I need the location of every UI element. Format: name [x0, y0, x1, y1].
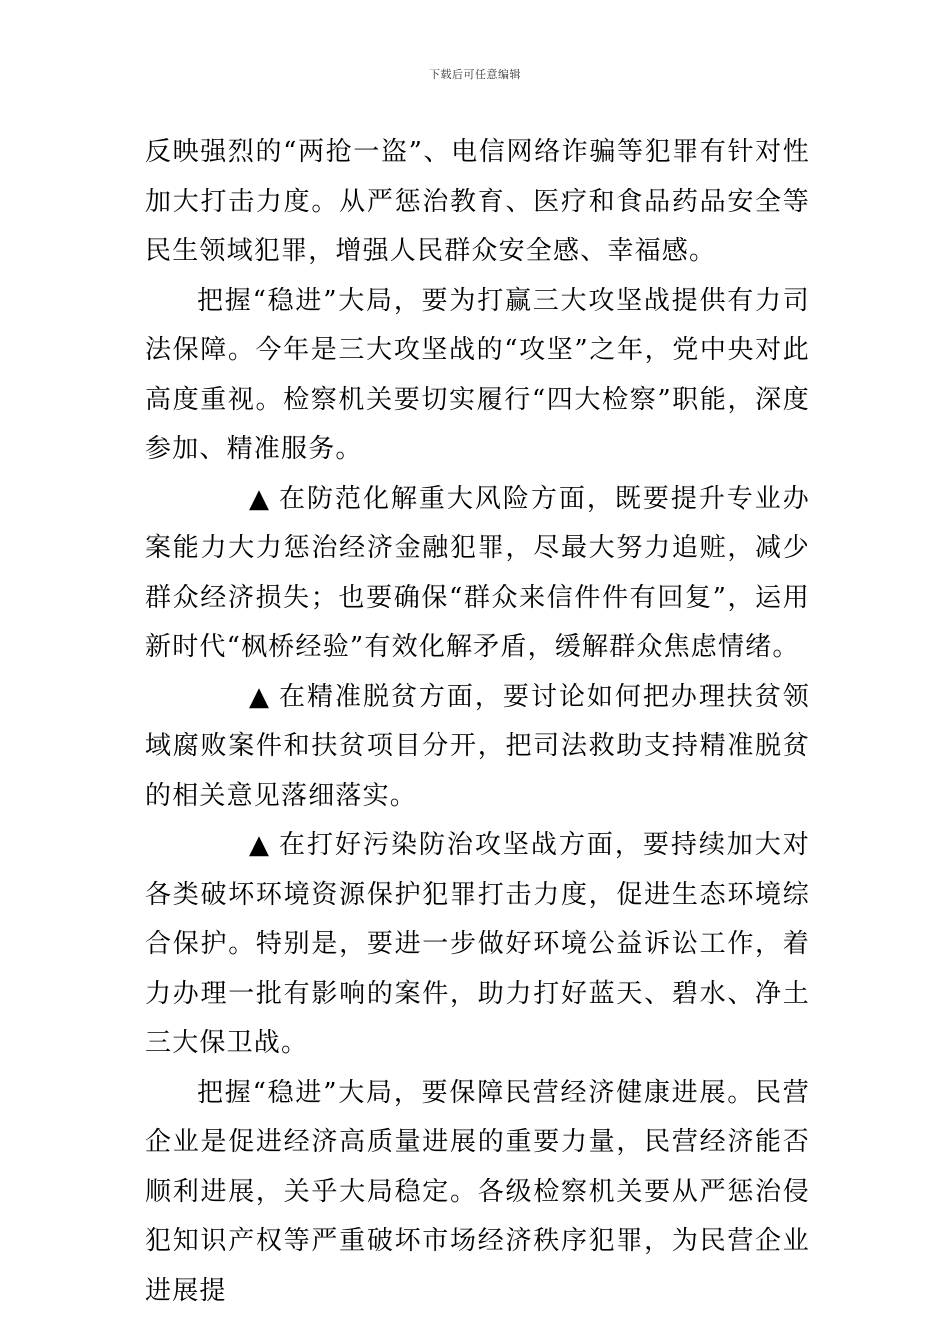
paragraph-2	[145, 277, 810, 475]
paragraph-text: 在精准脱贫方面，要讨论如何把办理扶贫领域腐败案件和扶贫项目分开，把司法救助支持精准脱贫的相关意见落细落实。	[145, 681, 810, 811]
page-header-note: 下载后可任意编辑	[429, 68, 521, 81]
triangle-bullet-icon: ▲	[249, 681, 271, 712]
paragraph-1	[145, 128, 810, 277]
paragraph-6	[145, 1069, 810, 1317]
document-body	[145, 128, 810, 1316]
paragraph-text: 把握“稳进”大局，要保障民营经济健康进展。民营企业是促进经济高质量进展的重要力量，民营经济能否顺利进展，关乎大局稳定。各级检察机关要从严惩治侵犯知识产权等严重破坏市场经济秩序犯罪，为民营企业进展提	[145, 1077, 810, 1306]
paragraph-3	[145, 475, 810, 673]
paragraph-text: 反映强烈的“两抢一盗”、电信网络诈骗等犯罪有针对性加大打击力度。从严惩治教育、医疗和食品药品安全等民生领域犯罪，增强人民群众安全感、幸福感。	[145, 137, 810, 266]
paragraph-text: 在防范化解重大风险方面，既要提升专业办案能力大力惩治经济金融犯罪，尽最大努力追赃，减少群众经济损失；也要确保“群众来信件件有回复”，运用新时代“枫桥经验”有效化解矛盾，缓解群众焦虑情绪。	[145, 483, 810, 662]
paragraph-text: 在打好污染防治攻坚战方面，要持续加大对各类破坏环境资源保护犯罪打击力度，促进生态环境综合保护。特别是，要进一步做好环境公益诉讼工作，着力办理一批有影响的案件，助力打好蓝天、碧水、净土三大保卫战。	[145, 830, 810, 1058]
triangle-bullet-icon: ▲	[249, 483, 271, 514]
paragraph-text: 把握“稳进”大局，要为打赢三大攻坚战提供有力司法保障。今年是三大攻坚战的“攻坚”之年，党中央对此高度重视。检察机关要切实履行“四大检察”职能，深度参加、精准服务。	[145, 285, 810, 464]
triangle-bullet-icon: ▲	[249, 830, 271, 860]
paragraph-5	[145, 821, 810, 1069]
paragraph-4	[145, 673, 810, 822]
